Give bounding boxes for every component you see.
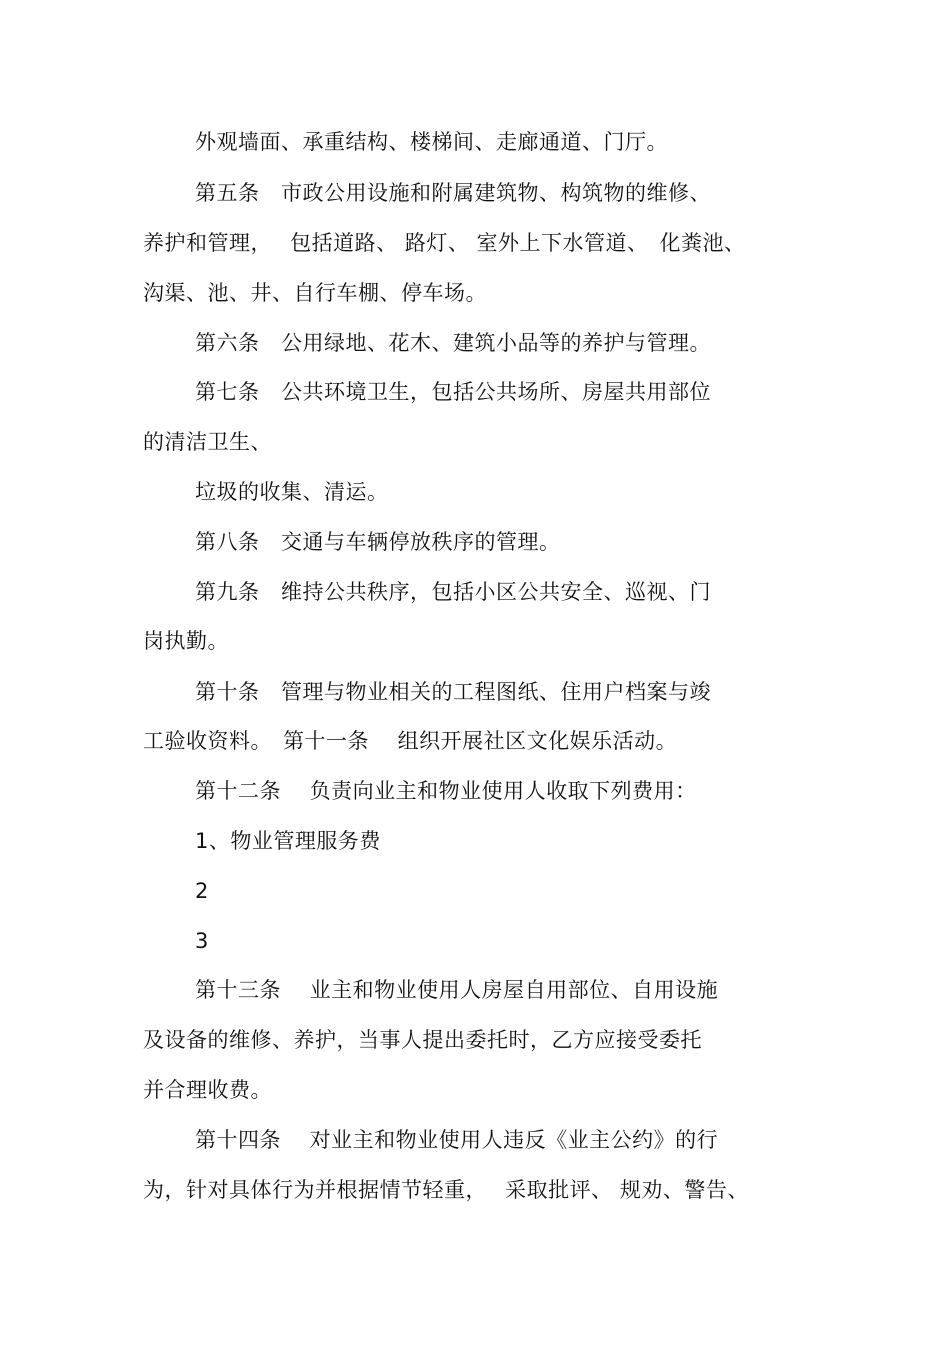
text-line-21: 第十四条 对业主和物业使用人违反《业主公约》的行 [195,1128,719,1152]
text-line-7: 的清洁卫生、 [143,430,272,454]
text-line-4: 沟渠、池、井、自行车棚、停车场。 [143,281,487,305]
text-line-18: 第十三条 业主和物业使用人房屋自用部位、自用设施 [195,978,719,1002]
text-line-5: 第六条 公用绿地、花木、建筑小品等的养护与管理。 [195,331,711,355]
text-line-3: 养护和管理， 包括道路、 路灯、 室外上下水管道、 化粪池、 [143,231,746,255]
text-line-22: 为，针对具体行为并根据情节轻重， 采取批评、 规劝、警告、 [143,1178,749,1202]
text-line-17: 3 [195,929,209,953]
text-line-16: 2 [195,879,209,903]
text-line-15: 1、物业管理服务费 [195,829,381,853]
text-line-9: 第八条 交通与车辆停放秩序的管理。 [195,530,561,554]
text-line-13: 工验收资料。 第十一条 组织开展社区文化娱乐活动。 [143,729,678,753]
text-line-6: 第七条 公共环境卫生，包括公共场所、房屋共用部位 [195,380,711,404]
text-line-2: 第五条 市政公用设施和附属建筑物、构筑物的维修、 [195,181,711,205]
text-line-11: 岗执勤。 [143,629,229,653]
text-line-1: 外观墙面、承重结构、楼梯间、走廊通道、门厅。 [195,130,668,154]
text-line-20: 并合理收费。 [143,1078,272,1102]
text-line-8: 垃圾的收集、清运。 [195,480,389,504]
text-line-12: 第十条 管理与物业相关的工程图纸、住用户档案与竣 [195,680,711,704]
text-line-19: 及设备的维修、养护，当事人提出委托时，乙方应接受委托 [143,1028,702,1052]
text-line-10: 第九条 维持公共秩序，包括小区公共安全、巡视、门 [195,580,711,604]
text-line-14: 第十二条 负责向业主和物业使用人收取下列费用： [195,779,697,803]
